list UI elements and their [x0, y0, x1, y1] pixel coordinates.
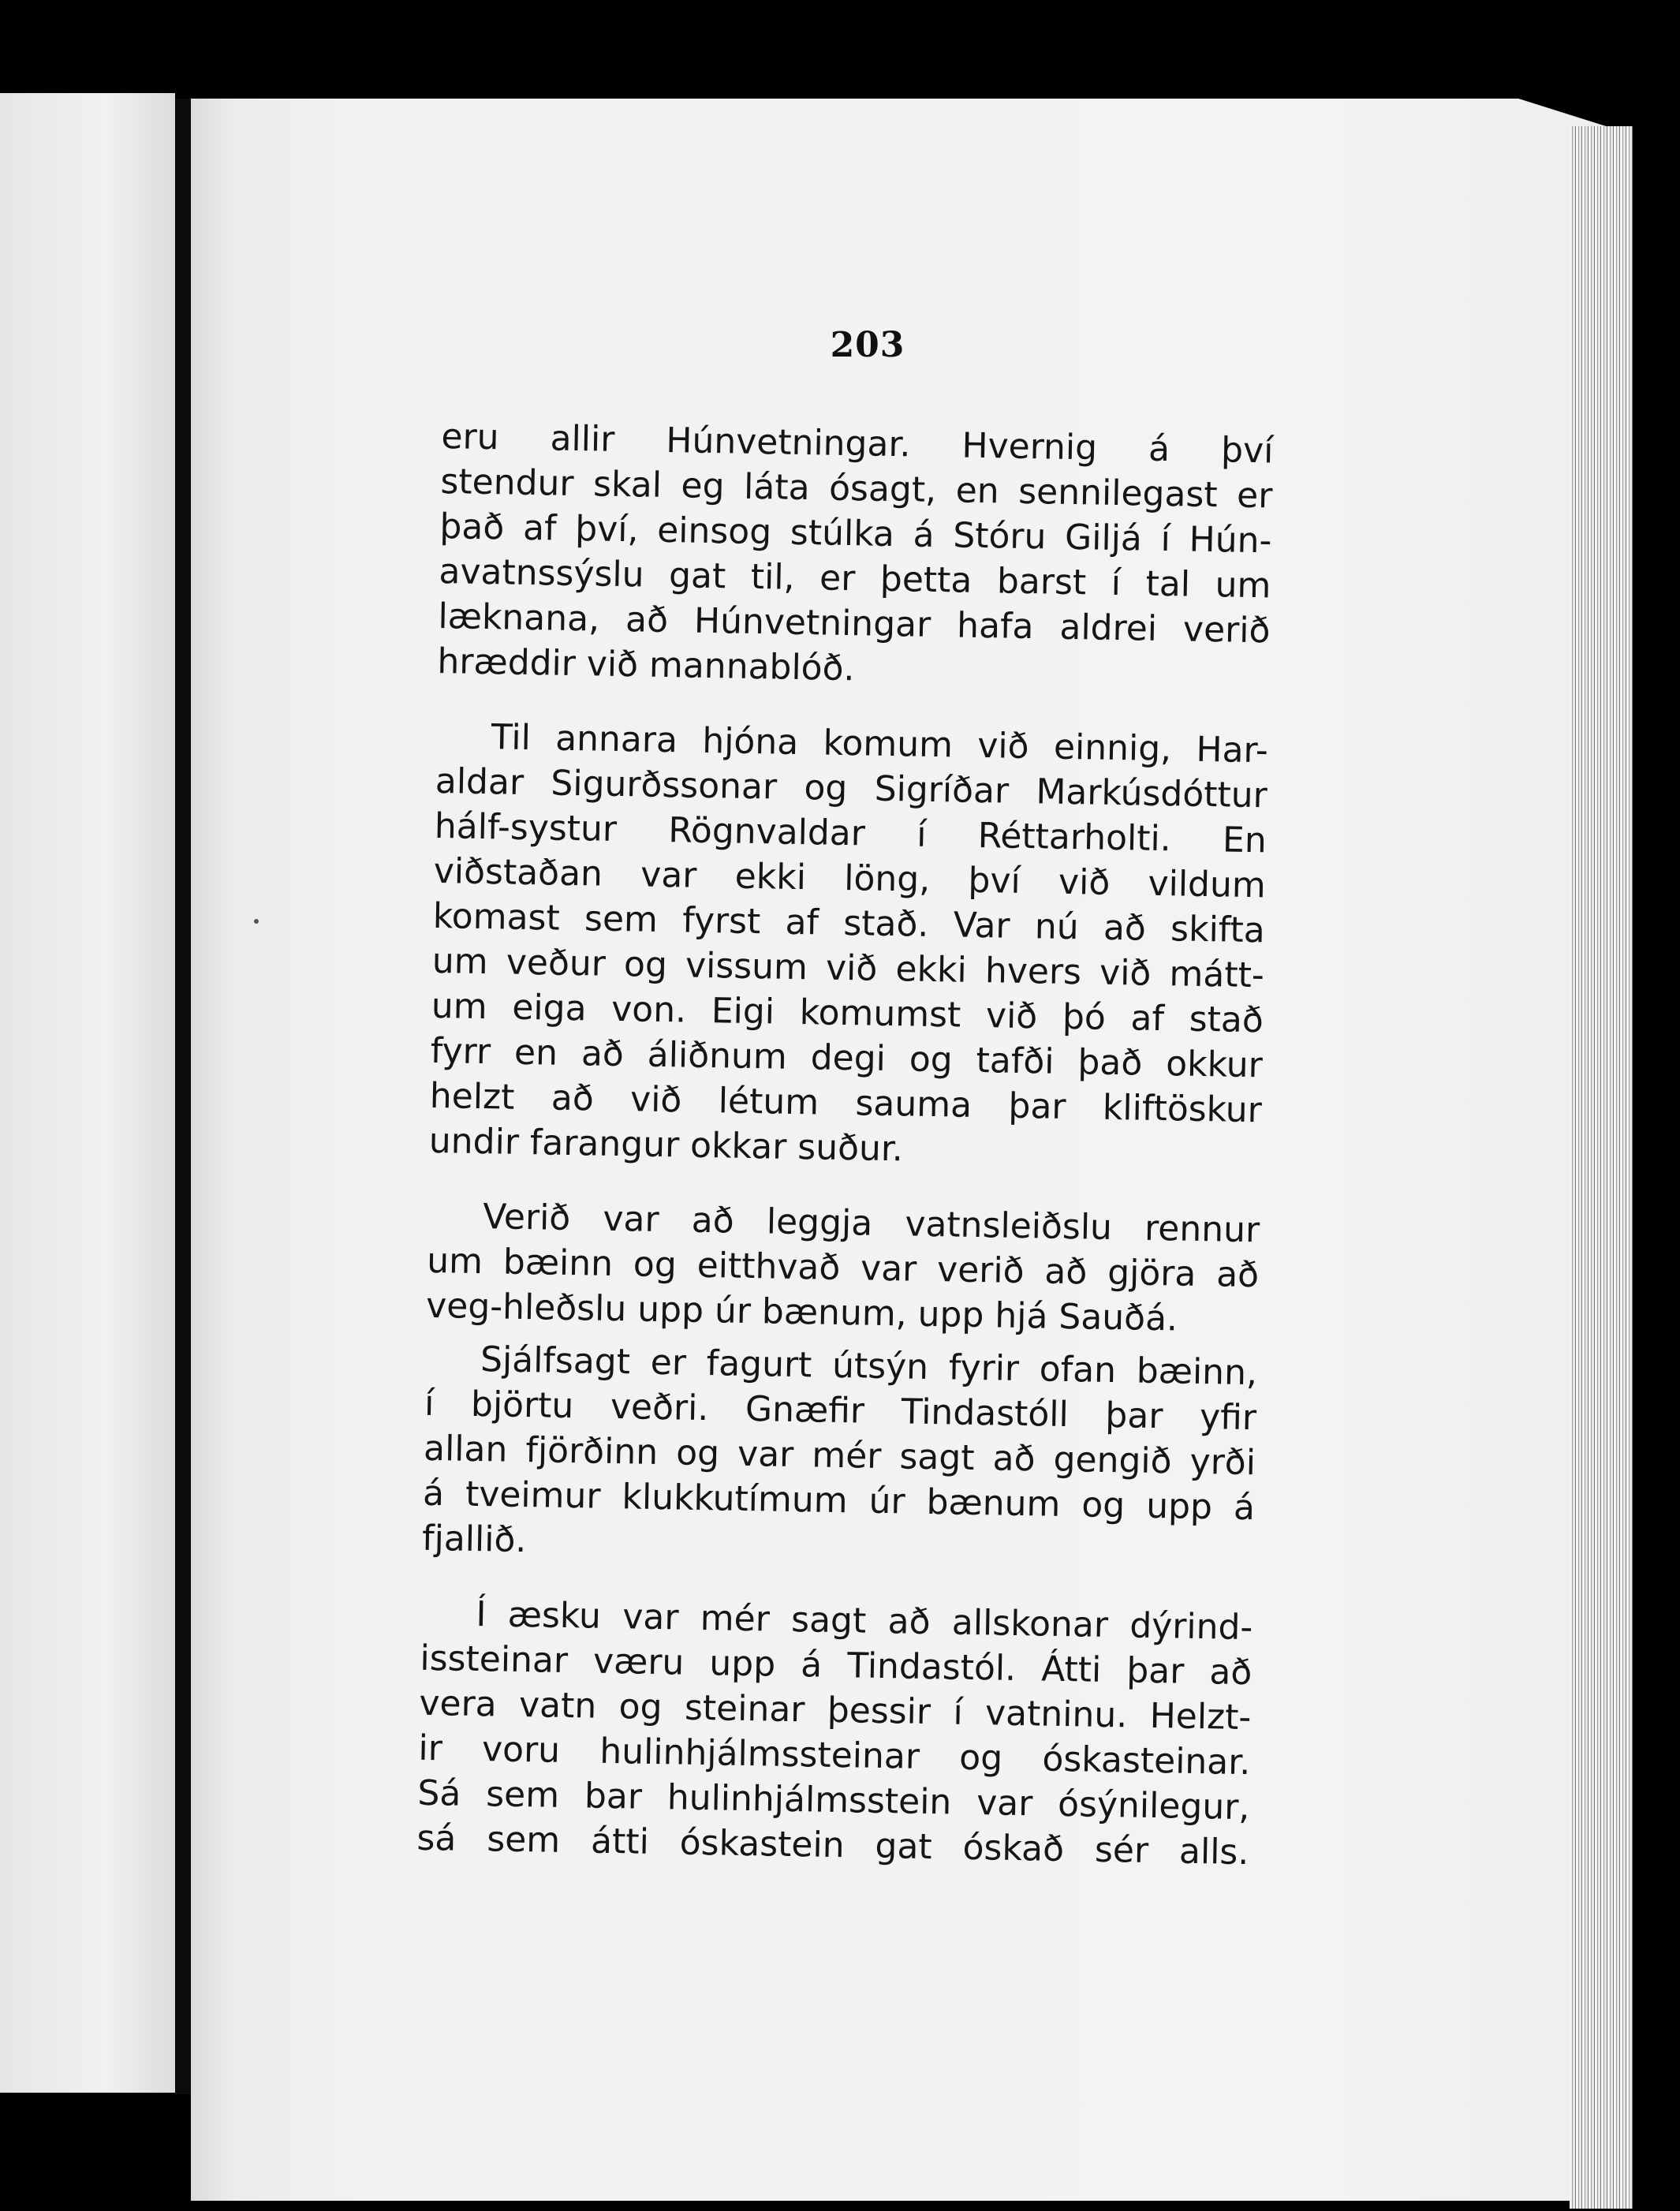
text-line: á tveimur klukkutímum úr bænum og upp á [422, 1473, 1256, 1529]
text-line: ir voru hulinhjálmssteinar og óskasteinar. [418, 1727, 1251, 1783]
speck [254, 919, 259, 924]
text-line: vera vatn og steinar þessir í vatninu. Helzt- [419, 1683, 1252, 1739]
paragraph [426, 1193, 1260, 1343]
text-line: veg-hleðslu upp úr bænum, upp hjá Sauðá. [425, 1285, 1178, 1339]
facing-page-edge [0, 93, 175, 2093]
paragraph [437, 414, 1274, 698]
text-line: læknana, að Húnvetningar hafa aldrei verið [438, 596, 1271, 652]
text-line: viðstaðan var ekki löng, því við vildum [433, 850, 1267, 906]
text-line: eru allir Húnvetningar. Hvernig á því [441, 416, 1274, 472]
text-line: hálf-systur Rögnvaldar í Réttarholti. En [434, 805, 1267, 861]
text-line: avatnssýslu gat til, er þetta barst í tal um [439, 551, 1271, 607]
text-line: stendur skal eg láta ósagt, en sennilegast er [440, 461, 1273, 517]
text-line: um veður og vissum við ekki hvers við mátt- [431, 940, 1265, 996]
book-gutter [175, 99, 191, 2094]
text-line: Í æsku var mér sagt að allskonar dýrind- [476, 1593, 1253, 1649]
text-line: Sá sem bar hulinhjálmsstein var ósýnilegur, [417, 1772, 1250, 1828]
paragraph [428, 714, 1268, 1178]
text-line: undir farangur okkar suður. [428, 1120, 904, 1170]
page-number: 203 [830, 325, 905, 365]
text-line: allan fjörðinn og var mér sagt að gengið yrði [423, 1428, 1256, 1484]
text-line: það af því, einsog stúlka á Stóru Giljá í Hún- [439, 506, 1272, 562]
text-line: um bæinn og eitthvað var verið að gjöra að [426, 1240, 1260, 1296]
text-line: Til annara hjóna komum við einnig, Har- [491, 717, 1269, 771]
page-edges [1570, 126, 1633, 2209]
text-line: fyrr en að áliðnum degi og tafði það okkur [430, 1030, 1264, 1086]
text-line: issteinar væru upp á Tindastól. Átti þar að [420, 1638, 1253, 1694]
text-line: um eiga von. Eigi komumst við þó af stað [431, 985, 1264, 1041]
scan-border [1633, 118, 1680, 2211]
paragraph [416, 1591, 1253, 1875]
text-line: Sjálfsagt er fagurt útsýn fyrir ofan bæinn, [480, 1339, 1258, 1394]
text-line: fjallið. [421, 1518, 527, 1561]
text-line: aldar Sigurðssonar og Sigríðar Markúsdóttur [435, 760, 1268, 816]
text-line: Verið var að leggja vatnsleiðslu rennur [482, 1197, 1260, 1251]
body-text [416, 414, 1274, 1875]
paragraph [422, 1336, 1258, 1575]
text-line: komast sem fyrst af stað. Var nú að skifta [432, 895, 1266, 951]
text-line: helzt að við létum sauma þar kliftöskur [429, 1075, 1263, 1131]
text-line: í björtu veðri. Gnæfir Tindastóll þar yfir [424, 1383, 1257, 1439]
text-line: sá sem átti óskastein gat óskað sér alls. [416, 1817, 1249, 1873]
text-line: hræddir við mannablóð. [437, 641, 855, 689]
